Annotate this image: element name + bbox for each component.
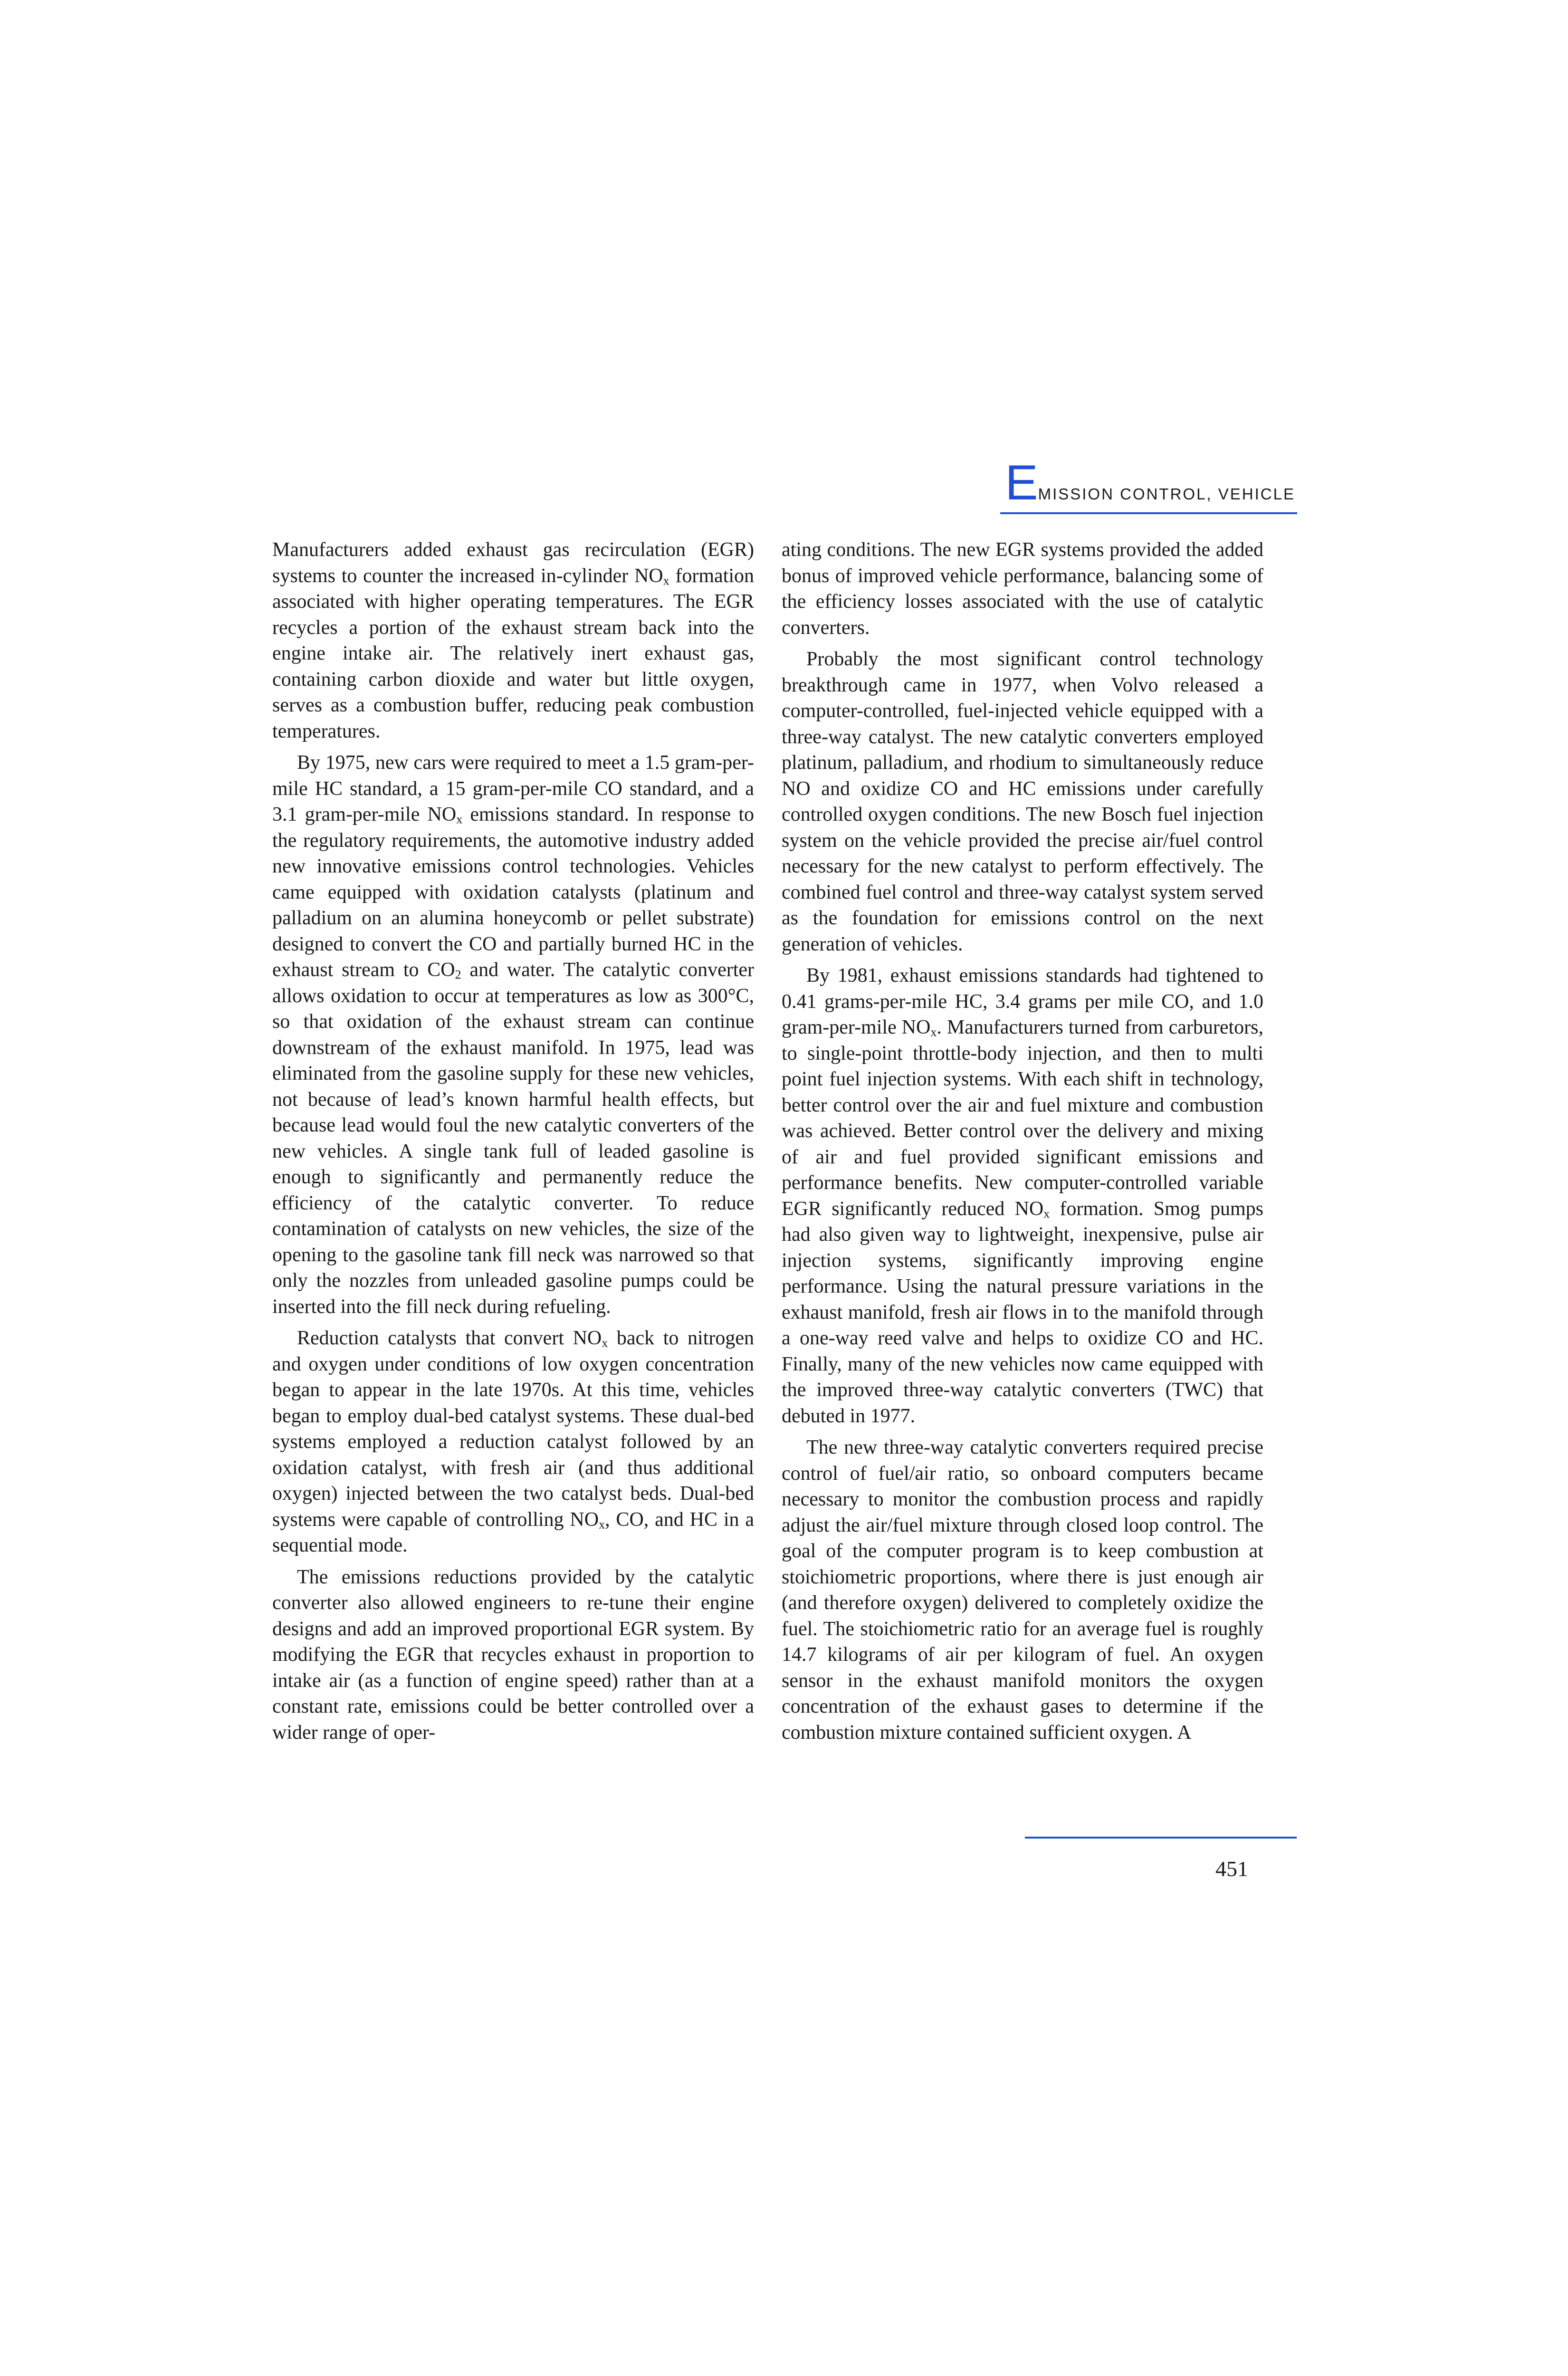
paragraph: By 1975, new cars were required to meet a 1.5 gram-per-mile HC standard, a 15 gram-per-mile CO standard, and a 3.1 gram-per-mile $NO_x$ emissions standard. In response to the regulatory requirements, the automotive industry added new innovative emissions control technologies. Vehicles came equipped with oxidation catalysts (platinum and palladium on an alumina honeycomb or pellet substrate) designed to convert the CO and partially burned HC in the exhaust stream to $CO_2$ and water. The catalytic converter allows oxidation to occur at temperatures as low as 300°C, so that oxidation of the exhaust stream can continue downstream of the exhaust manifold. In 1975, lead was eliminated from the gasoline supply for these new vehicles, not because of lead’s known harmful health effects, but because lead would foul the new catalytic converters of the new vehicles. A single tank full of leaded gasoline is enough to significantly and permanently reduce the efficiency of the catalytic converter. To reduce contamination of catalysts on new vehicles, the size of the opening to the gasoline tank fill neck was narrowed so that only the nozzles from unleaded gasoline pumps could be inserted into the fill neck during refueling. <box>272 752 754 1318</box>
section-title-initial: E <box>1005 455 1038 510</box>
paragraph: Probably the most significant control technology breakthrough came in 1977, when Volvo released a computer-controlled, fuel-injected vehicle equipped with a three-way catalyst. The new catalytic converters employed platinum, palladium, and rhodium to simultaneously reduce NO and oxidize CO and HC emissions under carefully controlled oxygen conditions. The new Bosch fuel injection system on the vehicle provided the precise air/fuel control necessary for the new catalyst to perform effectively. The combined fuel control and three-way catalyst system served as the foundation for emissions control on the next generation of vehicles. <box>782 648 1263 955</box>
header-rule <box>1000 512 1297 514</box>
paragraph: By 1981, exhaust emissions standards had tightened to 0.41 grams-per-mile HC, 3.4 grams per mile CO, and 1.0 gram-per-mile $NO_x$. Manufacturers turned from carburetors, to single-point throttle-body injection, and then to multi point fuel injection systems. With each shift in technology, better control over the air and fuel mixture and combustion was achieved. Better control over the delivery and mixing of air and fuel provided significant emissions and performance benefits. New computer-controlled variable EGR significantly reduced $NO_x$ formation. Smog pumps had also given way to lightweight, inexpensive, pulse air injection systems, significantly improving engine performance. Using the natural pressure variations in the exhaust manifold, fresh air flows in to the manifold through a one-way reed valve and helps to oxidize CO and HC. Finally, many of the new vehicles now came equipped with the improved three-way catalytic converters (TWC) that debuted in 1977. <box>782 965 1263 1427</box>
paragraph: The emissions reductions provided by the catalytic converter also allowed engineers to re-tune their engine designs and add an improved proportional EGR system. By modifying the EGR that recycles exhaust in proportion to intake air (as a function of engine speed) rather than at a constant rate, emissions could be better controlled over a wider range of oper- <box>272 1566 754 1744</box>
section-title-rest: MISSION CONTROL, VEHICLE <box>1038 485 1295 503</box>
running-header <box>1000 455 1297 514</box>
footer-rule <box>1025 1837 1297 1839</box>
paragraph: The new three-way catalytic converters required precise control of fuel/air ratio, so onboard computers became necessary to monitor the combustion process and rapidly adjust the air/fuel mixture through closed loop control. The goal of the computer program is to keep combustion at stoichiometric proportions, where there is just enough air (and therefore oxygen) delivered to completely oxidize the fuel. The stoichiometric ratio for an average fuel is roughly 14.7 kilograms of air per kilogram of fuel. An oxygen sensor in the exhaust manifold monitors the oxygen concentration of the exhaust gases to determine if the combustion mixture contained sufficient oxygen. A <box>782 1437 1263 1744</box>
paragraph: Reduction catalysts that convert $NO_x$ back to nitrogen and oxygen under conditions of low oxygen concentration began to appear in the late 1970s. At this time, vehicles began to employ dual-bed catalyst systems. These dual-bed systems employed a reduction catalyst followed by an oxidation catalyst, with fresh air (and thus additional oxygen) injected between the two catalyst beds. Dual-bed systems were capable of controlling $NO_x$, CO, and HC in a sequential mode. <box>272 1327 754 1556</box>
paragraph-continued: ating conditions. The new EGR systems provided the added bonus of improved vehicle performance, balancing some of the efficiency losses associated with the use of catalytic converters. <box>782 539 1263 639</box>
page-number: 451 <box>1215 1857 1248 1881</box>
right-column <box>782 537 1263 1745</box>
section-title <box>1005 455 1295 510</box>
paragraph: Manufacturers added exhaust gas recirculation (EGR) systems to counter the increased in-cylinder $NO_x$ formation associated with higher operating temperatures. The EGR recycles a portion of the exhaust stream back into the engine intake air. The relatively inert exhaust gas, containing carbon dioxide and water but little oxygen, serves as a combustion buffer, reducing peak combustion temperatures. <box>272 539 754 742</box>
left-column <box>272 537 754 1745</box>
